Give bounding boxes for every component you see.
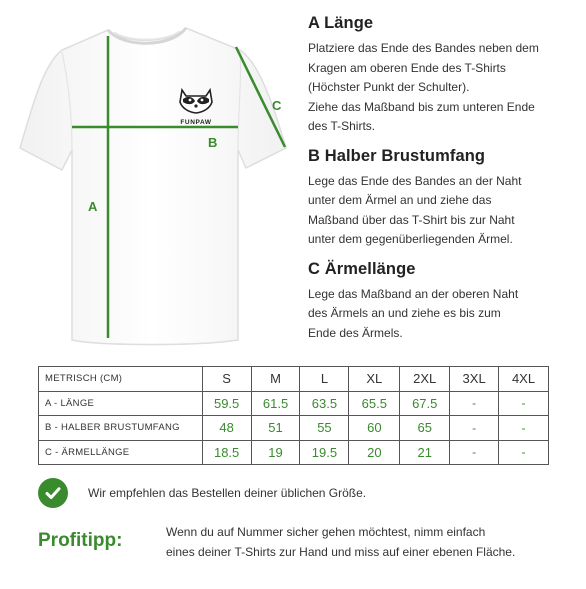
instruction-chest [308, 147, 578, 250]
table-header-cell: XL [349, 367, 400, 392]
instruction-length [308, 14, 578, 137]
table-row-label: C - ÄRMELLÄNGE [39, 440, 203, 465]
instruction-title: B Halber Brustumfang [308, 146, 486, 165]
measurement-instructions [308, 14, 578, 353]
table-header-row [39, 367, 549, 392]
table-header-cell: M [251, 367, 300, 392]
table-cell: - [450, 391, 499, 416]
instruction-title: A Länge [308, 14, 374, 32]
profitip-title: Profitipp: [38, 530, 123, 551]
table-cell: 18.5 [202, 440, 251, 465]
table-cell: 65 [400, 416, 450, 441]
table-header-cell: S [202, 367, 251, 392]
instruction-sleeve [308, 260, 578, 344]
size-table [38, 366, 549, 465]
table-cell: 65.5 [349, 391, 400, 416]
tshirt-graphic [0, 0, 300, 350]
tshirt-shape [20, 28, 286, 345]
table-row-label: A - LÄNGE [39, 391, 203, 416]
table-cell: 61.5 [251, 391, 300, 416]
table-cell: 63.5 [300, 391, 349, 416]
table-cell: 20 [349, 440, 400, 465]
table-cell: - [499, 416, 549, 441]
table-cell: 21 [400, 440, 450, 465]
raccoon-logo [180, 90, 212, 126]
instruction-text: Lege das Ende des Bandes an der Naht unter dem Ärmel an und ziehe das Maßband über das T-Shirt bis zur Naht unter dem gegenüberliegenden Ärmel. [308, 173, 522, 246]
table-row [39, 440, 549, 465]
table-cell: 48 [202, 416, 251, 441]
table-cell: 19 [251, 440, 300, 465]
tshirt-illustration [0, 0, 300, 350]
table-cell: 60 [349, 416, 400, 441]
label-b: B [208, 135, 218, 150]
label-c: C [272, 98, 282, 113]
label-a: A [88, 199, 98, 214]
table-header-cell: L [300, 367, 349, 392]
instruction-text: Lege das Maßband an der oberen Naht des Ärmels an und ziehe es bis zum Ende des Ärmels. [308, 286, 519, 340]
table-row [39, 391, 549, 416]
recommendation [38, 478, 366, 508]
table-row-label: B - HALBER BRUSTUMFANG [39, 416, 203, 441]
instruction-title: C Ärmellänge [308, 259, 416, 278]
table-cell: - [450, 416, 499, 441]
brand-text: FUNPAW [180, 119, 212, 126]
table-row [39, 416, 549, 441]
instruction-text: Platziere das Ende des Bandes neben dem Kragen am oberen Ende des T-Shirts (Höchster Punkt der Schulter). Ziehe das Maßband bis zum unteren Ende des T-Shirts. [308, 41, 539, 133]
table-cell: - [499, 440, 549, 465]
table-header-cell: METRISCH (CM) [39, 367, 203, 392]
table-cell: 51 [251, 416, 300, 441]
table-cell: - [499, 391, 549, 416]
recommendation-text: Wir empfehlen das Bestellen deiner üblichen Größe. [88, 486, 367, 500]
table-header-cell: 2XL [400, 367, 450, 392]
table-header-cell: 3XL [450, 367, 499, 392]
table-header-cell: 4XL [499, 367, 549, 392]
table-cell: 19.5 [300, 440, 349, 465]
profitip-text: Wenn du auf Nummer sicher gehen möchtest, nimm einfach eines deiner T-Shirts zur Hand und miss auf einer ebenen Fläche. [166, 525, 516, 559]
checkmark-icon [38, 478, 68, 508]
table-cell: - [450, 440, 499, 465]
table-cell: 55 [300, 416, 349, 441]
table-cell: 67.5 [400, 391, 450, 416]
table-cell: 59.5 [202, 391, 251, 416]
